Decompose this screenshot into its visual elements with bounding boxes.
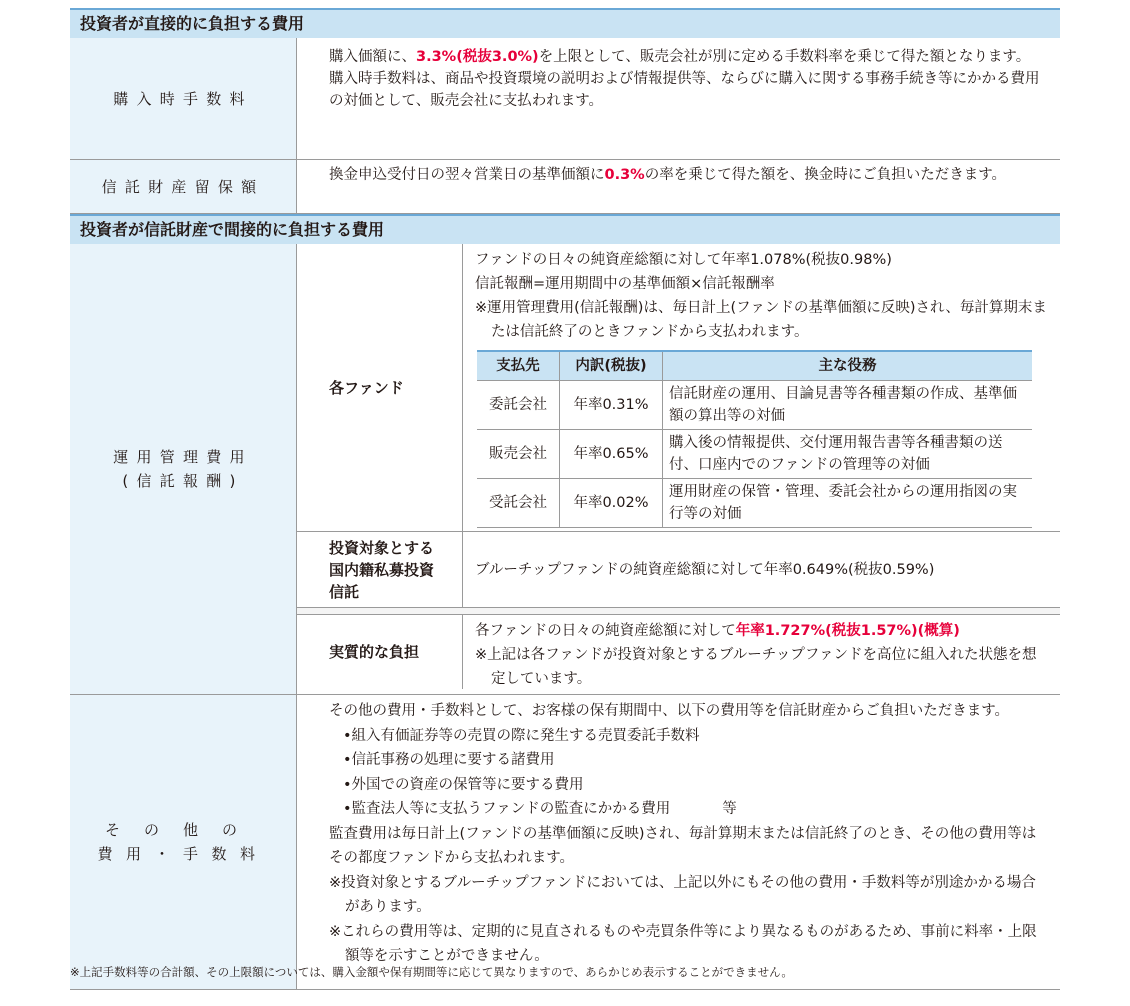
purchase-fee-line1 bbox=[329, 46, 1050, 68]
content-retention bbox=[297, 160, 1060, 213]
list-item: •組入有価証券等の売買の際に発生する売買委託手数料 bbox=[343, 727, 700, 744]
cell-service: 運用財産の保管・管理、委託会社からの運用指図の実行等の対価 bbox=[663, 479, 1033, 528]
content-purchase-fee bbox=[297, 38, 1060, 159]
target-fund-rate: ブルーチップファンドの純資産総額に対して年率0.649%(税抜0.59%) bbox=[475, 561, 935, 578]
table-row bbox=[477, 381, 1032, 430]
list-item: •外国での資産の保管等に要する費用 bbox=[343, 776, 584, 793]
cell-payee: 委託会社 bbox=[477, 381, 560, 430]
subrow-effective bbox=[297, 615, 1060, 689]
table-header-row bbox=[477, 351, 1032, 381]
label-line: 信託 bbox=[329, 582, 360, 601]
text: 各ファンドの日々の純資産総額に対して bbox=[475, 623, 736, 639]
label-other-fees bbox=[70, 695, 297, 989]
row-purchase-fee bbox=[70, 38, 1060, 160]
list-item bbox=[329, 797, 1050, 822]
text: •監査法人等に支払うファンドの監査にかかる費用 bbox=[343, 801, 671, 817]
label-line: 投資対象とする bbox=[329, 538, 435, 557]
footnote: ※上記手数料等の合計額、その上限額については、購入金額や保有期間等に応じて異なりますので、あらかじめ表示することができません。 bbox=[70, 965, 793, 979]
subrow-separator bbox=[297, 608, 1060, 615]
text: 購入価額に、 bbox=[329, 49, 416, 65]
retention-rate: 0.3% bbox=[604, 167, 645, 183]
subrow-each-fund bbox=[297, 244, 1060, 532]
label-line: 国内籍私募投資 bbox=[329, 560, 435, 579]
text: を上限として、販売会社が別に定める手数料率を乗じて得た額となります。 bbox=[538, 49, 1031, 65]
th-service: 主な役務 bbox=[663, 351, 1033, 381]
label-line: 費用・手数料 bbox=[97, 845, 269, 863]
cell-service: 信託財産の運用、目論見書等各種書類の作成、基準価額の算出等の対価 bbox=[663, 381, 1033, 430]
other-note: ※これらの費用等は、定期的に見直されるものや売買条件等により異なるものがあるため、事前に料率・上限額等を示すことができません。 bbox=[329, 923, 1037, 964]
row-retention bbox=[70, 160, 1060, 214]
text: 換金申込受付日の翌々営業日の基準価額に bbox=[329, 167, 605, 183]
sublabel-effective: 実質的な負担 bbox=[297, 615, 463, 689]
table-row bbox=[477, 430, 1032, 479]
effective-note: ※上記は各ファンドが投資対象とするブルーチップファンドを高位に組入れた状態を想定しています。 bbox=[475, 647, 1037, 687]
effective-content bbox=[463, 615, 1060, 689]
row-other-fees bbox=[70, 695, 1060, 990]
row-management-fee bbox=[70, 244, 1060, 695]
other-audit: 監査費用は毎日計上(ファンドの基準価額に反映)され、毎計算期末または信託終了のとき、その他の費用等はその都度ファンドから支払われます。 bbox=[329, 825, 1037, 866]
label-purchase-fee: 購入時手数料 bbox=[70, 38, 297, 159]
text: 等 bbox=[722, 801, 737, 817]
text: の率を乗じて得た額を、換金時にご負担いただきます。 bbox=[644, 167, 1007, 183]
label-line: その他の bbox=[104, 821, 261, 839]
purchase-fee-line2: 購入時手数料は、商品や投資環境の説明および情報提供等、ならびに購入に関する事務手続き等にかかる費用の対価として、販売会社に支払われます。 bbox=[329, 71, 1040, 109]
section-header-indirect: 投資者が信託財産で間接的に負担する費用 bbox=[70, 214, 1060, 244]
each-fund-formula: 信託報酬=運用期間中の基準価額×信託報酬率 bbox=[475, 276, 775, 292]
cell-rate: 年率0.31% bbox=[560, 381, 663, 430]
each-fund-rate: ファンドの日々の純資産総額に対して年率1.078%(税抜0.98%) bbox=[475, 252, 892, 268]
cell-payee: 受託会社 bbox=[477, 479, 560, 528]
label-retention: 信託財産留保額 bbox=[70, 160, 297, 213]
th-rate: 内訳(税抜) bbox=[560, 351, 663, 381]
fee-breakdown-table bbox=[477, 350, 1032, 528]
fee-table bbox=[70, 8, 1060, 990]
target-fund-content bbox=[463, 532, 1060, 607]
each-fund-note: ※運用管理費用(信託報酬)は、毎日計上(ファンドの基準価額に反映)され、毎計算期末または信託終了のときファンドから支払われます。 bbox=[475, 300, 1047, 340]
subrow-target-fund bbox=[297, 532, 1060, 608]
purchase-fee-max-rate: 3.3%(税抜3.0%) bbox=[416, 49, 539, 65]
label-management-fee bbox=[70, 244, 297, 694]
content-other-fees bbox=[297, 695, 1060, 989]
cell-payee: 販売会社 bbox=[477, 430, 560, 479]
th-payee: 支払先 bbox=[477, 351, 560, 381]
each-fund-content bbox=[463, 244, 1060, 531]
effective-rate: 年率1.727%(税抜1.57%)(概算) bbox=[735, 623, 960, 639]
list-item: •信託事務の処理に要する諸費用 bbox=[343, 752, 555, 768]
table-row bbox=[477, 479, 1032, 528]
other-intro: その他の費用・手数料として、お客様の保有期間中、以下の費用等を信託財産からご負担いただきます。 bbox=[329, 703, 1010, 719]
cell-rate: 年率0.02% bbox=[560, 479, 663, 528]
sublabel-each-fund: 各ファンド bbox=[297, 244, 463, 531]
cell-rate: 年率0.65% bbox=[560, 430, 663, 479]
section-header-direct: 投資者が直接的に負担する費用 bbox=[70, 8, 1060, 38]
label-line: 運用管理費用 bbox=[113, 448, 253, 466]
management-subgrid bbox=[297, 244, 1060, 694]
sublabel-target-fund bbox=[297, 532, 463, 607]
cell-service: 購入後の情報提供、交付運用報告書等各種書類の送付、口座内でのファンドの管理等の対価 bbox=[663, 430, 1033, 479]
label-line: (信託報酬) bbox=[122, 472, 244, 490]
other-note: ※投資対象とするブルーチップファンドにおいては、上記以外にもその他の費用・手数料等が別途かかる場合があります。 bbox=[329, 874, 1036, 915]
